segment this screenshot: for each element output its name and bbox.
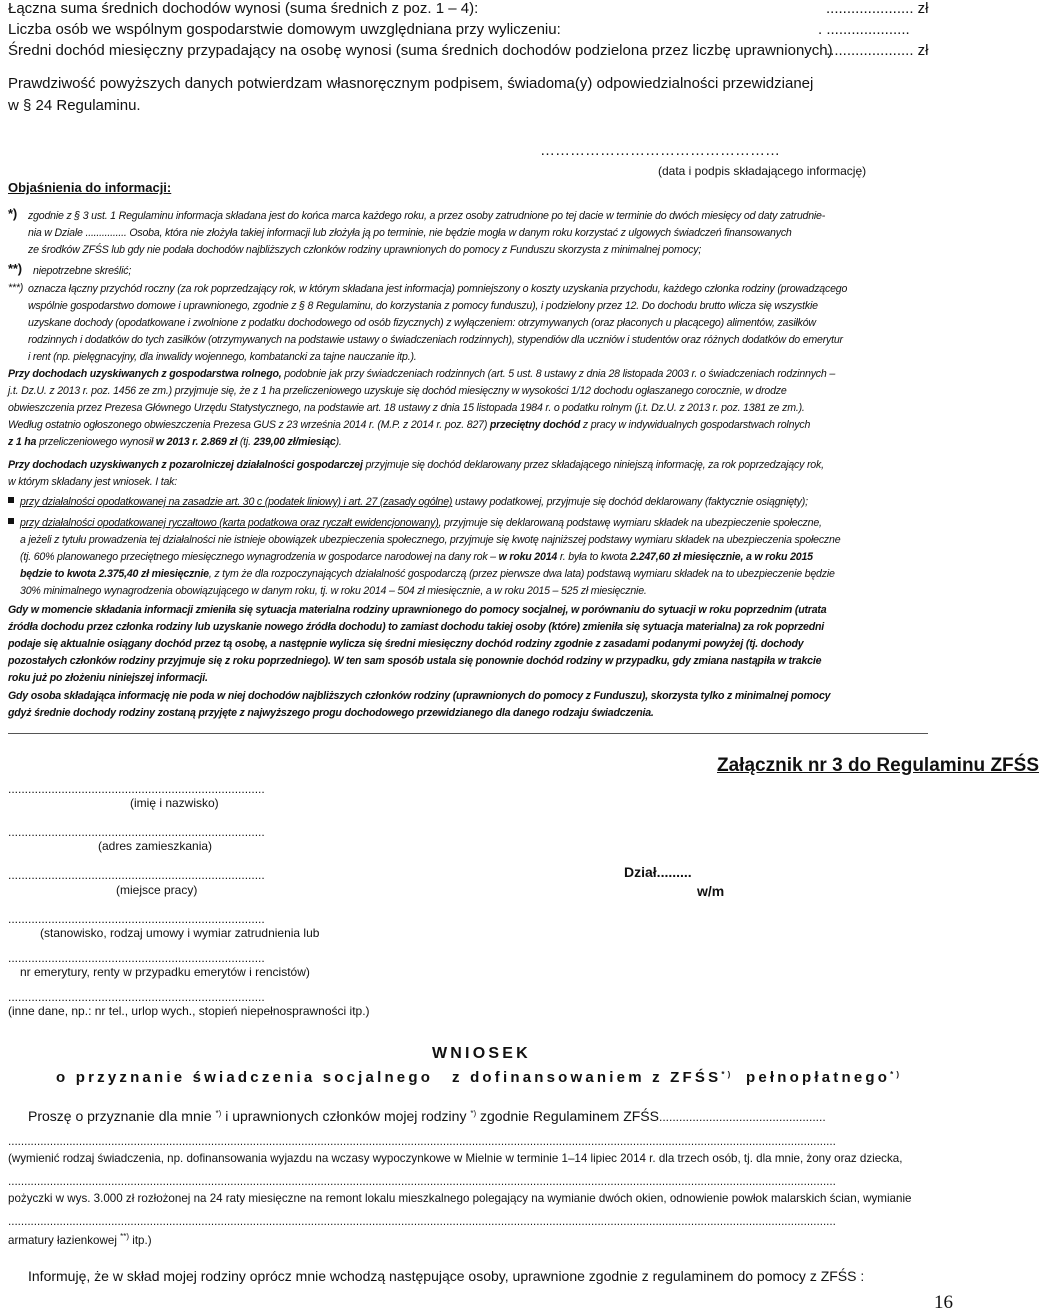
request-mark-a: *) — [215, 1109, 222, 1118]
bullet-2-line-b: a jeżeli z tytułu prowadzenia tej działalności nie istnieje obowiązek ubezpieczenia społecznego, przyjmuje się kwotę najniższej podstawy wymiaru składek na ubezpieczenia społeczne — [20, 534, 841, 546]
bullet-2-line-e: 30% minimalnego wynagrodzenia obowiązującego w danym roku, tj. w roku 2014 – 504 zł miesięcznie, a w roku 2015 – 525 zł miesięcznie. — [20, 585, 647, 597]
bullet-2-line-d — [20, 568, 835, 580]
agri-line-e — [8, 436, 342, 448]
note-3-line-b: wspólnie gospodarstwo domowe i uprawnionego, zgodnie z § 8 Regulaminu, do korzystania z pomocy funduszu), i podzielony przez 12. Do dochodu brutto wlicza się wszystkie — [28, 300, 818, 312]
note-2-marker: **) — [8, 261, 22, 276]
bullet-square-icon — [8, 518, 14, 524]
request-sentence-dots[interactable]: .................................................. — [658, 1110, 826, 1124]
page-number: 16 — [934, 1292, 953, 1313]
bullet-1 — [8, 496, 808, 508]
signature-dots: ………………………………………… — [540, 142, 780, 159]
signature-caption: (data i podpis składającego informację) — [658, 164, 867, 178]
agri-text-e4: (tj. — [237, 436, 254, 448]
family-statement: Informuję, że w skład mojej rodziny oprócz mnie wchodzą następujące osoby, uprawnione zgodnie z regulaminem do pomocy z ZFŚS : — [28, 1268, 865, 1284]
request-subheading-2-text: z dofinansowaniem z ZFŚS — [452, 1069, 722, 1086]
applicant-name-caption: (imię i nazwisko) — [130, 796, 219, 810]
applicant-pension-dots[interactable]: ............................................................................. — [8, 951, 265, 965]
request-fill-line-3[interactable]: ................................................................................................................................................................................................................................................................. — [8, 1215, 836, 1228]
bullet-2-line-c — [20, 551, 813, 563]
applicant-other-dots[interactable]: ............................................................................. — [8, 990, 265, 1004]
department-field[interactable]: Dział......... — [624, 864, 692, 880]
note-3-line-c: uzyskane dochody (opodatkowane i zwolnione z podatku dochodowego od osób fizycznych) z wyłączeniem: otrzymywanych (oraz płaconych u płacącego) alimentów, zasiłków — [28, 317, 816, 329]
request-sentence-a: Proszę o przyznanie dla mnie — [28, 1108, 216, 1124]
agri-bold: Przy dochodach uzyskiwanych z gospodarstwa rolnego, — [8, 368, 282, 380]
request-fill-line-1[interactable]: ................................................................................................................................................................................................................................................................. — [8, 1135, 836, 1148]
request-sentence — [28, 1108, 826, 1124]
agri-text-e1: z 1 ha — [8, 436, 37, 448]
summary-row-1-value: ..................... zł — [826, 0, 929, 17]
summary-row-2-value: . .................... — [818, 21, 910, 38]
applicant-name-dots[interactable]: ............................................................................. — [8, 782, 265, 796]
note-3-line-d: rodzinnych i dodatków do tych zasiłków (otrzymywanych na podstawie ustawy o świadczeniach rodzinnych), stypendiów dla uczniów i studentów oraz różnych dodatków do emerytur — [28, 334, 843, 346]
agri-line-a — [8, 368, 835, 380]
note-1-line-a: zgodnie z § 3 ust. 1 Regulaminu informacja składana jest do końca marca każdego roku, a przez osoby zatrudnione po tej dacie w terminie do dwóch miesięcy od daty zatrudnie- — [28, 210, 826, 222]
note-3-line-a: oznacza łączny przychód roczny (za rok poprzedzający rok, w którym składana jest informacja) pomniejszony o koszty uzyskania przychodu, każdego członka rodziny (prowadzącego — [28, 283, 848, 295]
applicant-address-dots[interactable]: ............................................................................. — [8, 825, 265, 839]
department-wm: w/m — [697, 883, 725, 899]
note-3-marker: ***) — [8, 282, 24, 294]
bullet-1-rest: ustawy podatkowej, przyjmuje się dochód deklarowany (faktycznie osiągnięty); — [452, 496, 808, 508]
request-subheading-3-text: pełnopłatnego — [746, 1069, 891, 1086]
request-heading: WNIOSEK — [432, 1045, 531, 1062]
summary-row-1-label: Łączna suma średnich dochodów wynosi (suma średnich z poz. 1 – 4): — [8, 0, 479, 17]
change-line-d: pozostałych członków rodziny przyjmuje się z roku poprzedniego). W ten sam sposób ustala się ponownie dochód rodziny w przypadku, gdy zmiana nastąpiła w trakcie — [8, 655, 822, 667]
request-mark-b: *) — [470, 1109, 477, 1118]
applicant-position-caption: (stanowisko, rodzaj umowy i wymiar zatrudnienia lub — [40, 926, 320, 940]
change-line-e: roku już po złożeniu niniejszej informacji. — [8, 672, 208, 684]
request-example-3b: itp.) — [129, 1234, 152, 1247]
change-line-c: podaje się aktualnie osiągany dochód przez tą osobę, a następnie wylicza się średni miesięczny dochód rodziny zgodnie z zasadami podanymi powyżej (tj. dochody — [8, 638, 804, 650]
request-subheading-2 — [452, 1069, 734, 1086]
nonagri-line-a — [8, 459, 824, 471]
bullet-square-icon — [8, 497, 14, 503]
section-divider — [8, 733, 928, 734]
missing-line-b: gdyż średnie dochody rodziny zostaną przyjęte z najwyższego progu dochodowego przewidzianego dla danego rodzaju świadczenia. — [8, 707, 654, 719]
bullet-2-text-d2: , z tym że dla rozpoczynających działalność gospodarczą (przez pierwsze dwa lata) podstawą wymiaru składek na to ubezpieczenie będzie — [208, 568, 835, 580]
declaration-line-1: Prawdziwość powyższych danych potwierdzam własnoręcznym podpisem, świadoma(y) odpowiedzialności przewidzianej — [8, 75, 814, 92]
applicant-workplace-dots[interactable]: ............................................................................. — [8, 868, 265, 882]
agri-text-e2: przeliczeniowego wynosił — [36, 436, 156, 448]
request-fill-line-2[interactable]: ................................................................................................................................................................................................................................................................. — [8, 1175, 836, 1188]
bullet-2-underlined: przy działalności opodatkowanej ryczałtowo (karta podatkowa oraz ryczałt ewidencjonowany) — [20, 517, 439, 529]
agri-text-d2: przeciętny dochód — [489, 419, 581, 431]
agri-line-c: obwieszczenia przez Prezesa Głównego Urzędu Statystycznego, na podstawie art. 18 ustawy z dnia 15 listopada 1984 r. o podatku rolnym (j.t. Dz.U. z 2013 r. poz. 1381 ze zm.). — [8, 402, 805, 414]
request-sentence-c: zgodnie Regulaminem ZFŚS — [476, 1108, 659, 1124]
request-example-1: (wymienić rodzaj świadczenia, np. dofinansowania wyjazdu na wczasy wypoczynkowe w Mielnie w terminie 1–14 lipiec 2014 r. dla trzech osób, tj. dla mnie, żony oraz dziecka, — [8, 1152, 903, 1165]
nonagri-line-b: w którym składany jest wniosek. I tak: — [8, 476, 178, 488]
note-3-line-e: i rent (np. pielęgnacyjny, dla inwalidy wojennego, kombatancki za tajne nauczanie itp.). — [28, 351, 417, 363]
request-example-3-mark: **) — [120, 1232, 130, 1241]
agri-text-d3: z pracy w indywidualnych gospodarstwach rolnych — [580, 419, 811, 431]
request-subheading-1: o przyznanie świadczenia socjalnego — [56, 1069, 434, 1086]
applicant-pension-caption: nr emerytury, renty w przypadku emerytów i rencistów) — [20, 965, 310, 979]
applicant-address-caption: (adres zamieszkania) — [98, 839, 213, 853]
agri-text-d1: Według ostatnio ogłoszonego obwieszczenia Prezesa GUS z 23 września 2014 r. (M.P. z 2014 r. poz. 827) — [8, 419, 490, 431]
note-1-line-b: nia w Dziale ............... Osoba, która nie złożyła takiej informacji lub złożyła ją po terminie, nie będzie mogła w danym roku korzystać z ulgowych świadczeń finansowanych — [28, 227, 792, 239]
summary-row-3-label: Średni dochód miesięczny przypadający na osobę wynosi (suma średnich dochodów podzielona przez liczbę uprawnionych) — [8, 42, 833, 59]
applicant-position-dots[interactable]: ............................................................................. — [8, 912, 265, 926]
missing-line-a: Gdy osoba składająca informację nie poda w niej dochodów najbliższych członków rodziny (uprawnionych do pomocy z Funduszu), skorzysta tylko z minimalnej pomocy — [8, 690, 831, 702]
bullet-2-text-a: , przyjmuje się deklarowaną podstawę wymiaru składek na ubezpieczenie społeczne, — [438, 517, 822, 529]
agri-text-a: podobnie jak przy świadczeniach rodzinnych (art. 5 ust. 8 ustawy z dnia 28 listopada 2003 r. o świadczeniach rodzinnych – — [281, 368, 836, 380]
declaration-line-2: w § 24 Regulaminu. — [8, 97, 141, 114]
summary-row-3-value: ..................... zł — [826, 42, 929, 59]
request-example-2: pożyczki w wys. 3.000 zł rozłożonej na 24 raty miesięczne na remont lokalu mieszkalnego polegający na wymianie dwóch okien, odnowienie powłok malarskich ścian, wymianie — [8, 1192, 912, 1205]
request-subheading-3-mark: *) — [890, 1070, 903, 1079]
nonagri-text-a: przyjmuje się dochód deklarowany przez składającego niniejszą informację, za rok poprzedzający rok, — [362, 459, 824, 471]
request-subheading-2-mark: *) — [721, 1070, 734, 1079]
bullet-2-text-c3: r. była to kwota — [557, 551, 631, 563]
agri-text-e6: ). — [335, 436, 342, 448]
request-subheading-3 — [746, 1069, 902, 1086]
request-example-3 — [8, 1232, 152, 1247]
change-line-a: Gdy w momencie składania informacji zmieniła się sytuacja materialna rodziny uprawnionego do pomocy socjalnej, w porównaniu do sytuacji w roku poprzednim (utrata — [8, 604, 827, 616]
note-2-text: niepotrzebne skreślić; — [33, 265, 132, 277]
bullet-2-text-c2: w roku 2014 — [498, 551, 558, 563]
applicant-other-caption: (inne dane, np.: nr tel., urlop wych., stopień niepełnosprawności itp.) — [8, 1004, 370, 1018]
agri-text-e5: 239,00 zł/miesiąc — [253, 436, 336, 448]
agri-line-d — [8, 419, 810, 431]
summary-row-2-label: Liczba osób we wspólnym gospodarstwie domowym uwzględniana przy wyliczeniu: — [8, 21, 561, 38]
nonagri-bold: Przy dochodach uzyskiwanych z pozarolniczej działalności gospodarczej — [8, 459, 363, 471]
request-sentence-b: i uprawnionych członków mojej rodziny — [221, 1108, 471, 1124]
note-1-marker: *) — [8, 206, 17, 221]
bullet-2-text-c4: 2.247,60 zł miesięcznie, a w roku 2015 — [630, 551, 813, 563]
bullet-2-text-c1: (tj. 60% planowanego przeciętnego miesięcznego wynagrodzenia w gospodarce narodowej na dany rok – — [20, 551, 499, 563]
note-1-line-c: ze środków ZFŚS lub gdy nie podała dochodów najbliższych członków rodziny uprawnionych do pomocy z Funduszu skorzysta z minimalnej pomocy; — [28, 244, 702, 256]
explanations-heading: Objaśnienia do informacji: — [8, 180, 172, 195]
bullet-2-text-d1: będzie to kwota 2.375,40 zł miesięcznie — [20, 568, 209, 580]
agri-line-b: j.t. Dz.U. z 2013 r. poz. 1456 ze zm.) przyjmuje się, że z 1 ha przeliczeniowego uzyskuje się dochód miesięczny w wysokości 1/12 dochodu ogłaszanego corocznie, w drodze — [8, 385, 787, 397]
request-example-3a: armatury łazienkowej — [8, 1234, 121, 1247]
bullet-1-underlined: przy działalności opodatkowanej na zasadzie art. 30 c (podatek liniowy) i art. 27 (zasady ogólne) — [20, 496, 453, 508]
bullet-2-line-a — [8, 517, 822, 529]
applicant-workplace-caption: (miejsce pracy) — [116, 883, 198, 897]
change-line-b: źródła dochodu przez członka rodziny lub uzyskanie nowego źródła dochodu) to zamiast dochodu takiej osoby (które) zmieniła się sytuacja materialna) za rok poprzedni — [8, 621, 825, 633]
attachment-title: Załącznik nr 3 do Regulaminu ZFŚS — [717, 755, 1039, 776]
agri-text-e3: w 2013 r. 2.869 zł — [155, 436, 238, 448]
